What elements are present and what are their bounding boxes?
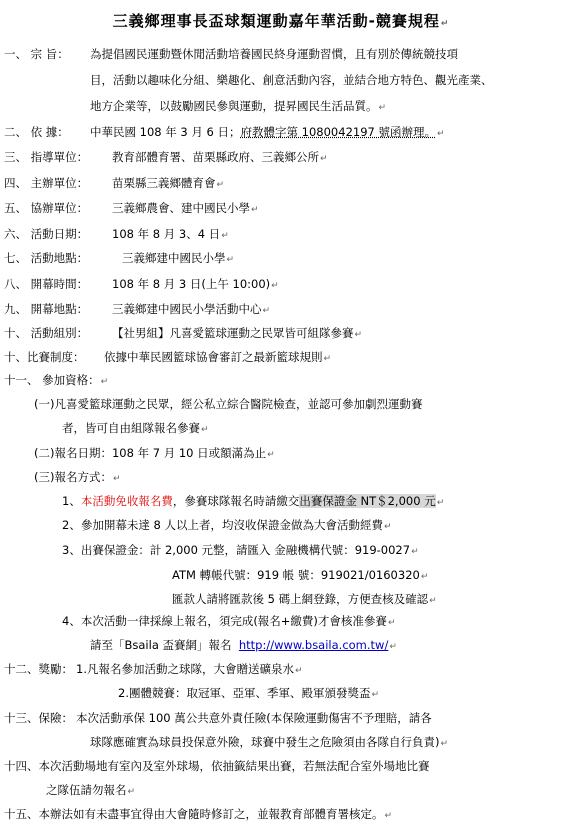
section-11: 十、比賽制度： 依據中華民國籃球協會審訂之最新籃球規則↵ <box>4 350 332 364</box>
section-15: 十四、本次活動場地有室內及室外球場，依抽籤結果出賽，若無法配合室外場地比賽 <box>4 759 430 773</box>
section-16: 十五、本辦法如有未盡事宜得由大會隨時修訂之，並報教育部體育署核定。↵ <box>4 807 393 821</box>
deposit-highlight: 出賽保證金 NT＄2,000 元 <box>299 494 436 508</box>
section-1-line-1 <box>4 47 458 62</box>
section-1-line-2: 目，活動以趣味化分組、樂趣化、創意活動內容，並結合地方特色、觀光產業、 <box>90 73 493 87</box>
method-3-note: 匯款人請將匯款後 5 碼上網登錄，方便查核及確認↵ <box>172 592 437 606</box>
section-14-line-2: 球隊應確實為球員投保意外險，球賽中發生之危險須由各隊自行負責)↵ <box>90 735 449 749</box>
method-3-atm: ATM 轉帳代號：919 帳 號：919021/0160320↵ <box>172 568 429 582</box>
document-title: 三義鄉理事長盃球類運動嘉年華活動-競賽規程↵ <box>112 12 450 30</box>
section-7: 七、 活動地點： 三義鄉建中國民小學↵ <box>4 251 235 265</box>
section-1-text-1: 為提倡國民運動暨休閒活動培養國民終身運動習慣，且有別於傳統競技項 <box>90 47 458 61</box>
free-registration-text: 本活動免收報名費 <box>80 494 173 508</box>
section-12-item-2: (二)報名日期：108 年 7 月 10 日或額滿為止↵ <box>34 446 275 460</box>
section-3: 三、 指導單位： 教育部體育署、苗栗縣政府、三義鄉公所↵ <box>4 150 328 164</box>
section-6: 六、 活動日期： 108 年 8 月 3、4 日↵ <box>4 227 229 241</box>
section-1-line-3: 地方企業等，以鼓勵國民參與運動，提昇國民生活品質。↵ <box>90 99 387 113</box>
section-8: 八、 開幕時間： 108 年 8 月 3 日(上午 10:00)↵ <box>4 277 279 291</box>
section-5: 五、 協辦單位： 三義鄉農會、建中國民小學↵ <box>4 201 259 215</box>
method-4: 4、本次活動一律採線上報名，須完成(報名+繳費)才會核准參賽↵ <box>62 614 396 628</box>
section-12-item-3: (三)報名方式：↵ <box>34 470 121 484</box>
section-13: 十二、獎勵： 1.凡報名參加活動之球隊，大會贈送礦泉水↵ <box>4 662 303 676</box>
section-2: 二、 依 據： 中華民國 108 年 3 月 6 日；府教體字第 1080042197 號函辦理。↵ <box>4 125 445 139</box>
section-1-label: 一、 宗 旨： <box>4 47 69 61</box>
method-4-site: 請至「Bsaila 盃賽網」報名 http://www.bsaila.com.tw/↵ <box>90 638 397 652</box>
section-12-item-1: (一)凡喜愛籃球運動之民眾，經公私立綜合醫院檢查，並認可參加劇烈運動賽 <box>34 397 423 411</box>
method-2: 2、參加開幕未達 8 人以上者，均沒收保證金做為大會活動經費↵ <box>62 518 392 532</box>
section-14: 十三、保險： 本次活動承保 100 萬公共意外責任險(本保險運動傷害不予理賠，請各 <box>4 711 432 725</box>
section-10: 十、 活動組別： 【社男組】凡喜愛籃球運動之民眾皆可組隊參賽↵ <box>4 326 363 340</box>
section-4: 四、 主辦單位： 苗栗縣三義鄉體育會↵ <box>4 176 225 190</box>
method-1: 1、本活動免收報名費，參賽球隊報名時請繳交出賽保證金 NT＄2,000 元↵ <box>62 494 445 508</box>
method-3: 3、出賽保證金：計 2,000 元整，請匯入 金融機構代號：919-0027↵ <box>62 543 419 557</box>
section-12-item-1-cont: 者，皆可自由組隊報名參賽↵ <box>62 421 209 435</box>
bsaila-link[interactable]: http://www.bsaila.com.tw/ <box>238 638 389 652</box>
section-13-line-2: 2.團體競賽：取冠軍、亞軍、季軍、殿軍頒發獎盃↵ <box>118 686 380 700</box>
section-12-label: 十一、 參加資格：↵ <box>4 373 109 387</box>
section-9: 九、 開幕地點： 三義鄉建中國民小學活動中心↵ <box>4 302 271 316</box>
section-15-line-2: 之隊伍請勿報名↵ <box>46 783 136 797</box>
